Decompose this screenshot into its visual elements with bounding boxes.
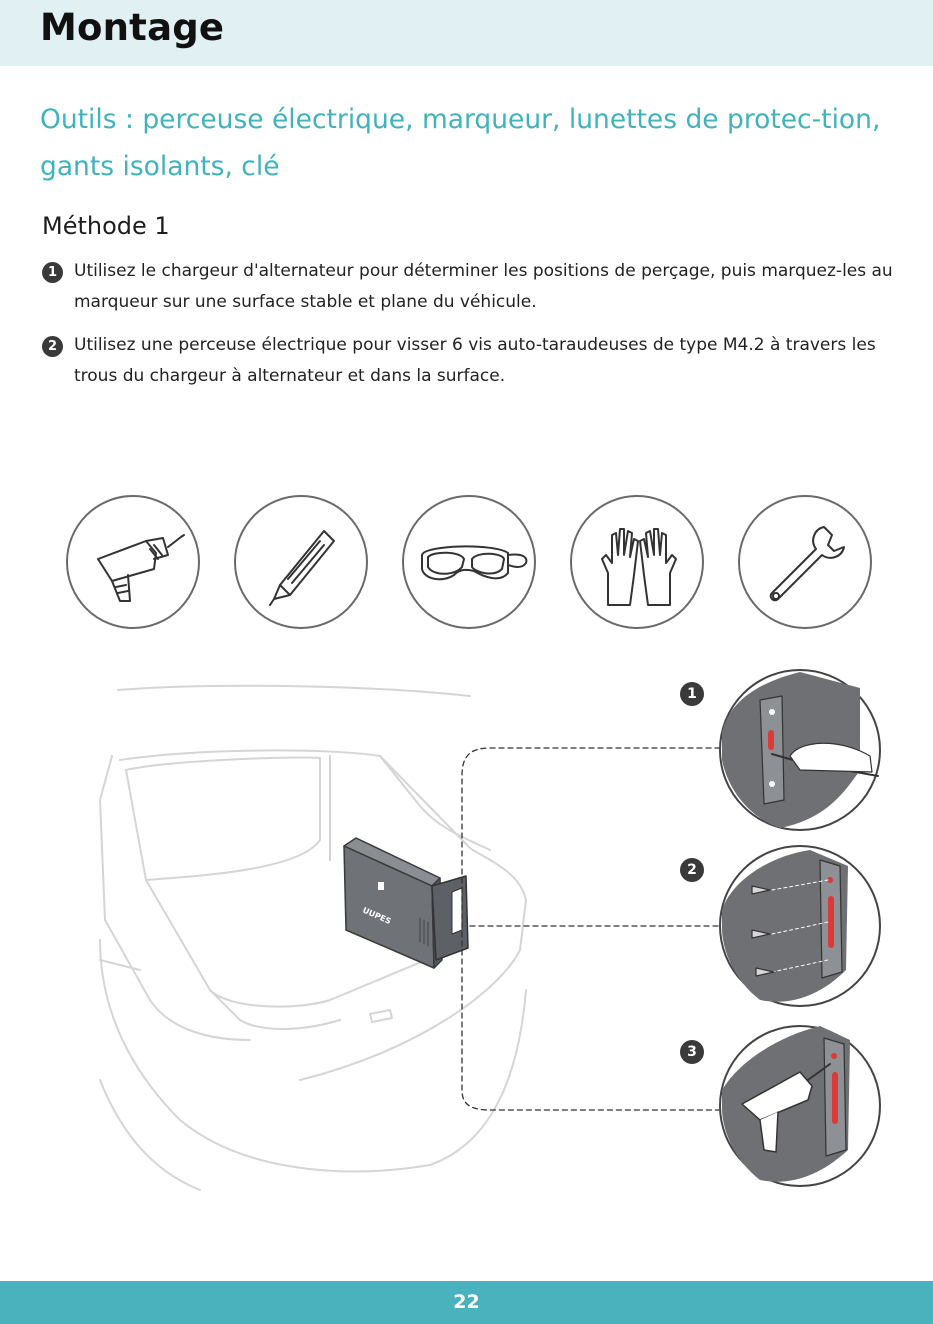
footer-bar (0, 1281, 933, 1324)
installation-illustration (0, 660, 933, 1200)
header-bar (0, 0, 933, 66)
step-number: 2 (42, 336, 63, 357)
safety-goggles-icon (402, 495, 536, 629)
page-number: 22 (453, 1291, 480, 1313)
tools-list: Outils : perceuse électrique, marqueur, lunettes de protec-tion, gants isolants, clé (40, 104, 881, 182)
detail-label-3: 3 (680, 1040, 704, 1064)
tools-icons-row (0, 495, 933, 635)
step-number: 1 (42, 262, 63, 283)
alternator-charger (344, 838, 468, 968)
step-text: Utilisez le chargeur d'alternateur pour déterminer les positions de perçage, puis marquez-les au marqueur sur une surface stable et plane du véhicule. (74, 261, 893, 312)
page-title: Montage (40, 6, 225, 49)
method-heading: Méthode 1 (42, 212, 170, 240)
wrench-icon (738, 495, 872, 629)
detail-label-2: 2 (680, 858, 704, 882)
gloves-icon (570, 495, 704, 629)
step-text: Utilisez une perceuse électrique pour visser 6 vis auto-taraudeuses de type M4.2 à travers les trous du chargeur à alternateur et dans la surface. (74, 335, 876, 386)
marker-icon (234, 495, 368, 629)
detail-drilling (720, 1026, 880, 1186)
detail-label-1: 1 (680, 682, 704, 706)
step-2 (40, 330, 900, 392)
drill-icon (66, 495, 200, 629)
detail-marking (720, 670, 880, 830)
detail-screws (720, 846, 880, 1006)
brand-logo: UUPES (361, 905, 393, 927)
step-1 (40, 256, 900, 318)
